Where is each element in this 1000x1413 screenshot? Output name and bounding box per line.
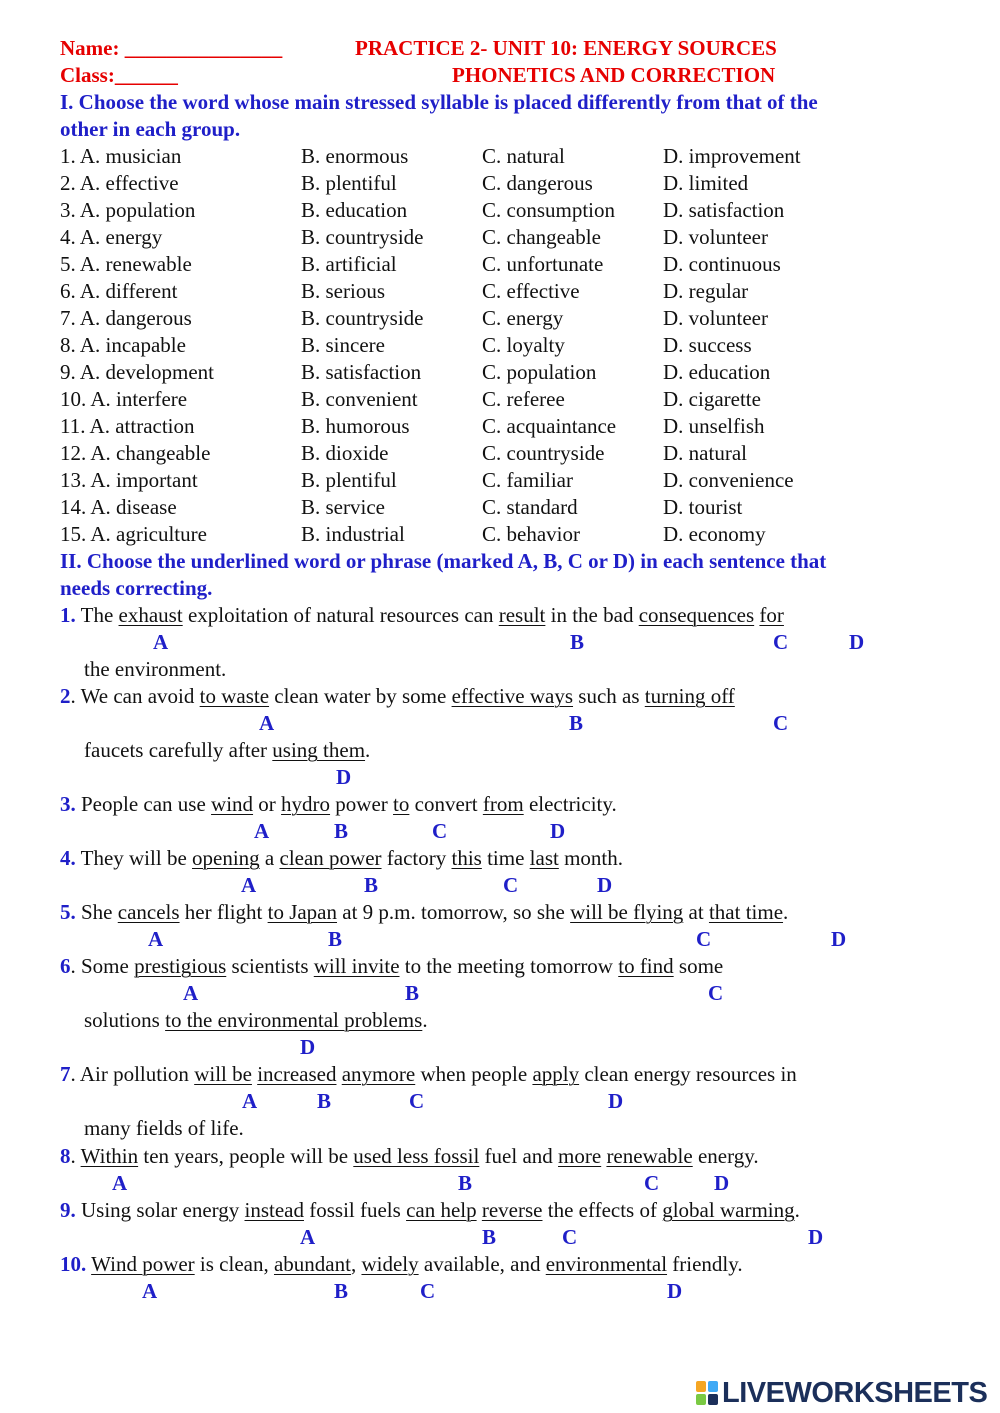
section1-heading-line1: I. Choose the word whose main stressed syllable is placed differently from that of the	[60, 90, 818, 114]
option-d: D. improvement	[663, 144, 801, 168]
stress-question-row	[0, 144, 1000, 171]
option-b: B. industrial	[301, 522, 405, 546]
option-a: 14. A. disease	[60, 495, 177, 519]
correction-question-8	[60, 1144, 759, 1169]
underlined-option-a[interactable]: wind	[211, 792, 254, 816]
option-letter-b: B	[364, 873, 379, 897]
underlined-option-d[interactable]: environmental	[545, 1252, 668, 1276]
underlined-option-a[interactable]: prestigious	[134, 954, 227, 978]
underlined-option-d[interactable]: renewable	[606, 1144, 693, 1168]
underlined-option-b[interactable]: increased	[257, 1062, 337, 1086]
sentence-text: . We can avoid	[70, 684, 200, 708]
option-letter-d: D	[667, 1279, 683, 1303]
option-c: C. acquaintance	[482, 414, 617, 438]
question-number: 4.	[60, 846, 76, 870]
sentence-text: energy.	[692, 1144, 759, 1168]
option-letter-d: D	[336, 765, 352, 789]
option-letter-b: B	[569, 711, 584, 735]
stress-question-row	[0, 522, 1000, 549]
option-d: D. convenience	[663, 468, 794, 492]
underlined-option-b[interactable]: can help	[406, 1198, 477, 1222]
sentence-text: at 9 p.m. tomorrow, so she	[337, 900, 571, 924]
underlined-option-d[interactable]: last	[529, 846, 559, 870]
sentence-text: at	[683, 900, 709, 924]
underlined-option-d[interactable]: for	[759, 603, 784, 627]
underlined-option-a[interactable]: Within	[80, 1144, 139, 1168]
underlined-option-b[interactable]: effective ways	[451, 684, 574, 708]
stress-question-row	[0, 360, 1000, 387]
sentence-text: exploitation of natural resources can	[182, 603, 499, 627]
stress-question-row	[0, 468, 1000, 495]
option-letter-b: B	[334, 819, 349, 843]
option-b: B. enormous	[301, 144, 409, 168]
option-a: 1. A. musician	[60, 144, 182, 168]
underlined-option-a[interactable]: exhaust	[118, 603, 183, 627]
option-c: C. changeable	[482, 225, 601, 249]
option-b: B. service	[301, 495, 385, 519]
underlined-option-a[interactable]: opening	[192, 846, 260, 870]
stress-question-row	[0, 441, 1000, 468]
sentence-text: .	[783, 900, 789, 924]
sentence-text: . Some	[70, 954, 135, 978]
underlined-option-c[interactable]: more	[558, 1144, 602, 1168]
option-letter-d: D	[597, 873, 613, 897]
option-letter-a: A	[259, 711, 275, 735]
logo-square	[708, 1394, 718, 1405]
option-c: C. referee	[482, 387, 565, 411]
section2-heading-line2: needs correcting.	[60, 576, 213, 600]
option-d: D. education	[663, 360, 771, 384]
option-c: C. population	[482, 360, 597, 384]
underlined-option-a[interactable]: will be	[194, 1062, 252, 1086]
option-letter-d: D	[300, 1035, 316, 1059]
option-a: 9. A. development	[60, 360, 214, 384]
correction-question-1	[60, 603, 784, 628]
sentence-text: or	[253, 792, 282, 816]
underlined-option-d[interactable]: global warming	[662, 1198, 795, 1222]
correction-question-10	[60, 1252, 743, 1277]
option-d: D. limited	[663, 171, 749, 195]
option-b: B. convenient	[301, 387, 418, 411]
section2-heading-line1: II. Choose the underlined word or phrase (marked A, B, C or D) in each sentence that	[60, 549, 827, 573]
option-d: D. continuous	[663, 252, 781, 276]
stress-question-row	[0, 387, 1000, 414]
sentence-text: in the bad	[545, 603, 639, 627]
option-letter-c: C	[773, 630, 789, 654]
option-a: 7. A. dangerous	[60, 306, 192, 330]
sentence-text: a	[259, 846, 280, 870]
option-letter-b: B	[405, 981, 420, 1005]
underlined-option-d[interactable]: from	[482, 792, 524, 816]
underlined-option-d[interactable]: that time	[708, 900, 784, 924]
sentence-text: scientists	[226, 954, 314, 978]
worksheet-subtitle: PHONETICS AND CORRECTION	[452, 63, 776, 87]
sentence-text: solutions	[84, 1008, 166, 1032]
sentence-text: convert	[409, 792, 483, 816]
option-a: 5. A. renewable	[60, 252, 192, 276]
question-7-continuation: many fields of life.	[84, 1116, 244, 1140]
option-c: C. dangerous	[482, 171, 593, 195]
underlined-option-b[interactable]: hydro	[281, 792, 331, 816]
option-a: 3. A. population	[60, 198, 196, 222]
underlined-option-d[interactable]: using them	[272, 738, 366, 762]
question-number: 2	[60, 684, 71, 708]
liveworksheets-logo[interactable]	[696, 1376, 987, 1410]
sentence-text: time	[481, 846, 530, 870]
name-field-label: Name: _______________	[60, 36, 283, 60]
option-letter-d: D	[831, 927, 847, 951]
sentence-text: some	[673, 954, 724, 978]
option-b: B. humorous	[301, 414, 410, 438]
option-letter-c: C	[708, 981, 724, 1005]
question-1-continuation: the environment.	[84, 657, 227, 681]
option-letter-a: A	[241, 873, 257, 897]
stress-question-row	[0, 171, 1000, 198]
option-c: C. effective	[482, 279, 580, 303]
sentence-text: ten years, people will be	[138, 1144, 354, 1168]
sentence-text: .	[794, 1198, 800, 1222]
option-letter-c: C	[644, 1171, 660, 1195]
option-d: D. regular	[663, 279, 749, 303]
option-letter-c: C	[773, 711, 789, 735]
underlined-option-d[interactable]: to the environmental problems	[165, 1008, 423, 1032]
sentence-text: when people	[415, 1062, 533, 1086]
question-number: 5.	[60, 900, 76, 924]
option-d: D. cigarette	[663, 387, 761, 411]
correction-question-4	[60, 846, 623, 871]
underlined-option-b[interactable]: abundant	[273, 1252, 351, 1276]
sentence-text: fossil fuels	[303, 1198, 407, 1222]
sentence-text: factory	[381, 846, 452, 870]
correction-question-9	[60, 1198, 800, 1223]
underlined-option-b[interactable]: to Japan	[267, 900, 338, 924]
sentence-text: faucets carefully after	[84, 738, 273, 762]
option-letter-d: D	[808, 1225, 824, 1249]
sentence-text: clean energy resources in	[579, 1062, 797, 1086]
correction-question-5	[60, 900, 788, 925]
option-letter-a: A	[300, 1225, 316, 1249]
sentence-text: is clean,	[194, 1252, 274, 1276]
option-c: C. loyalty	[482, 333, 565, 357]
sentence-text: electricity.	[523, 792, 617, 816]
option-letter-a: A	[254, 819, 270, 843]
stress-question-row	[0, 252, 1000, 279]
option-c: C. familiar	[482, 468, 573, 492]
option-c: C. countryside	[482, 441, 605, 465]
option-d: D. satisfaction	[663, 198, 785, 222]
correction-question-2	[60, 684, 735, 709]
question-number: 9.	[60, 1198, 76, 1222]
correction-question-6	[60, 954, 723, 979]
question-number: 3.	[60, 792, 76, 816]
sentence-text: . Air pollution	[70, 1062, 195, 1086]
sentence-text: her flight	[179, 900, 268, 924]
question-number: 1.	[60, 603, 76, 627]
stress-question-row	[0, 279, 1000, 306]
question-number: 8	[60, 1144, 71, 1168]
sentence-text: power	[330, 792, 394, 816]
option-a: 6. A. different	[60, 279, 178, 303]
stress-question-row	[0, 306, 1000, 333]
sentence-text: .	[70, 1144, 81, 1168]
sentence-text: She	[75, 900, 118, 924]
option-letter-a: A	[153, 630, 169, 654]
option-d: D. tourist	[663, 495, 743, 519]
underlined-option-a[interactable]: instead	[244, 1198, 304, 1222]
underlined-option-c[interactable]: to find	[618, 954, 674, 978]
underlined-option-d[interactable]: apply	[532, 1062, 580, 1086]
correction-question-7	[60, 1062, 797, 1087]
option-d: D. volunteer	[663, 225, 768, 249]
sentence-text: the effects of	[542, 1198, 663, 1222]
option-letter-d: D	[608, 1089, 624, 1113]
option-b: B. plentiful	[301, 171, 397, 195]
option-letter-a: A	[148, 927, 164, 951]
option-letter-b: B	[570, 630, 585, 654]
option-a: 15. A. agriculture	[60, 522, 207, 546]
underlined-option-a[interactable]: Wind power	[91, 1252, 195, 1276]
sentence-text: available, and	[418, 1252, 546, 1276]
option-letter-c: C	[503, 873, 519, 897]
option-a: 10. A. interfere	[60, 387, 188, 411]
option-d: D. economy	[663, 522, 766, 546]
option-letter-c: C	[420, 1279, 436, 1303]
liveworksheets-logo-icon	[696, 1381, 718, 1405]
sentence-text: such as	[573, 684, 645, 708]
sentence-text: month.	[558, 846, 624, 870]
option-b: B. serious	[301, 279, 385, 303]
option-a: 13. A. important	[60, 468, 198, 492]
option-letter-b: B	[334, 1279, 349, 1303]
underlined-option-b[interactable]: clean power	[279, 846, 382, 870]
sentence-text: to the meeting tomorrow	[399, 954, 619, 978]
sentence-text: They will be	[75, 846, 193, 870]
stress-question-row	[0, 414, 1000, 441]
option-letter-d: D	[849, 630, 865, 654]
option-b: B. education	[301, 198, 408, 222]
option-letter-b: B	[482, 1225, 497, 1249]
option-letter-c: C	[696, 927, 712, 951]
option-letter-c: C	[432, 819, 448, 843]
option-c: C. standard	[482, 495, 578, 519]
option-c: C. behavior	[482, 522, 580, 546]
option-c: C. natural	[482, 144, 565, 168]
underlined-option-c[interactable]: turning off	[644, 684, 735, 708]
option-letter-c: C	[409, 1089, 425, 1113]
stress-question-row	[0, 495, 1000, 522]
section1-heading-line2: other in each group.	[60, 117, 241, 141]
stress-question-row	[0, 333, 1000, 360]
option-d: D. success	[663, 333, 752, 357]
option-b: B. plentiful	[301, 468, 397, 492]
class-field-label: Class:______	[60, 63, 178, 87]
underlined-option-b[interactable]: result	[498, 603, 546, 627]
sentence-text: The	[75, 603, 119, 627]
underlined-option-a[interactable]: cancels	[117, 900, 180, 924]
underlined-option-c[interactable]: reverse	[481, 1198, 543, 1222]
logo-square	[696, 1394, 706, 1405]
option-a: 2. A. effective	[60, 171, 179, 195]
option-letter-a: A	[142, 1279, 158, 1303]
underlined-option-c[interactable]: will be flying	[570, 900, 684, 924]
option-letter-d: D	[714, 1171, 730, 1195]
underlined-option-c[interactable]: anymore	[341, 1062, 416, 1086]
question-6-continuation	[84, 1008, 428, 1033]
option-a: 8. A. incapable	[60, 333, 186, 357]
option-c: C. unfortunate	[482, 252, 604, 276]
logo-square	[696, 1381, 706, 1392]
option-letter-d: D	[550, 819, 566, 843]
option-d: D. natural	[663, 441, 747, 465]
underlined-option-a[interactable]: to waste	[199, 684, 270, 708]
option-d: D. unselfish	[663, 414, 765, 438]
option-d: D. volunteer	[663, 306, 768, 330]
option-letter-b: B	[328, 927, 343, 951]
logo-square	[708, 1381, 718, 1392]
option-letter-b: B	[458, 1171, 473, 1195]
option-b: B. artificial	[301, 252, 397, 276]
option-a: 12. A. changeable	[60, 441, 211, 465]
question-number: 7	[60, 1062, 71, 1086]
stress-question-row	[0, 198, 1000, 225]
option-b: B. sincere	[301, 333, 385, 357]
question-number: 6	[60, 954, 71, 978]
option-a: 11. A. attraction	[60, 414, 195, 438]
underlined-option-c[interactable]: to	[393, 792, 410, 816]
sentence-text: friendly.	[667, 1252, 743, 1276]
stress-question-row	[0, 225, 1000, 252]
underlined-option-b[interactable]: will invite	[313, 954, 400, 978]
sentence-text: Using solar energy	[75, 1198, 245, 1222]
underlined-option-c[interactable]: this	[451, 846, 482, 870]
sentence-text: fuel and	[479, 1144, 559, 1168]
sentence-text: People can use	[75, 792, 212, 816]
worksheet-title: PRACTICE 2- UNIT 10: ENERGY SOURCES	[355, 36, 777, 60]
option-letter-a: A	[183, 981, 199, 1005]
underlined-option-c[interactable]: consequences	[638, 603, 755, 627]
option-b: B. dioxide	[301, 441, 389, 465]
question-number: 10.	[60, 1252, 87, 1276]
underlined-option-c[interactable]: widely	[361, 1252, 419, 1276]
option-b: B. countryside	[301, 306, 424, 330]
question-2-continuation	[84, 738, 370, 763]
option-b: B. satisfaction	[301, 360, 422, 384]
option-b: B. countryside	[301, 225, 424, 249]
sentence-text: clean water by some	[269, 684, 452, 708]
sentence-text: ,	[350, 1252, 362, 1276]
option-a: 4. A. energy	[60, 225, 163, 249]
liveworksheets-brand-text: LIVEWORKSHEETS	[722, 1376, 988, 1409]
option-letter-a: A	[242, 1089, 258, 1113]
underlined-option-b[interactable]: used less fossil	[353, 1144, 480, 1168]
option-letter-b: B	[317, 1089, 332, 1113]
option-letter-a: A	[112, 1171, 128, 1195]
option-letter-c: C	[562, 1225, 578, 1249]
option-c: C. consumption	[482, 198, 616, 222]
sentence-text: .	[365, 738, 371, 762]
correction-question-3	[60, 792, 617, 817]
option-c: C. energy	[482, 306, 564, 330]
sentence-text: .	[422, 1008, 428, 1032]
